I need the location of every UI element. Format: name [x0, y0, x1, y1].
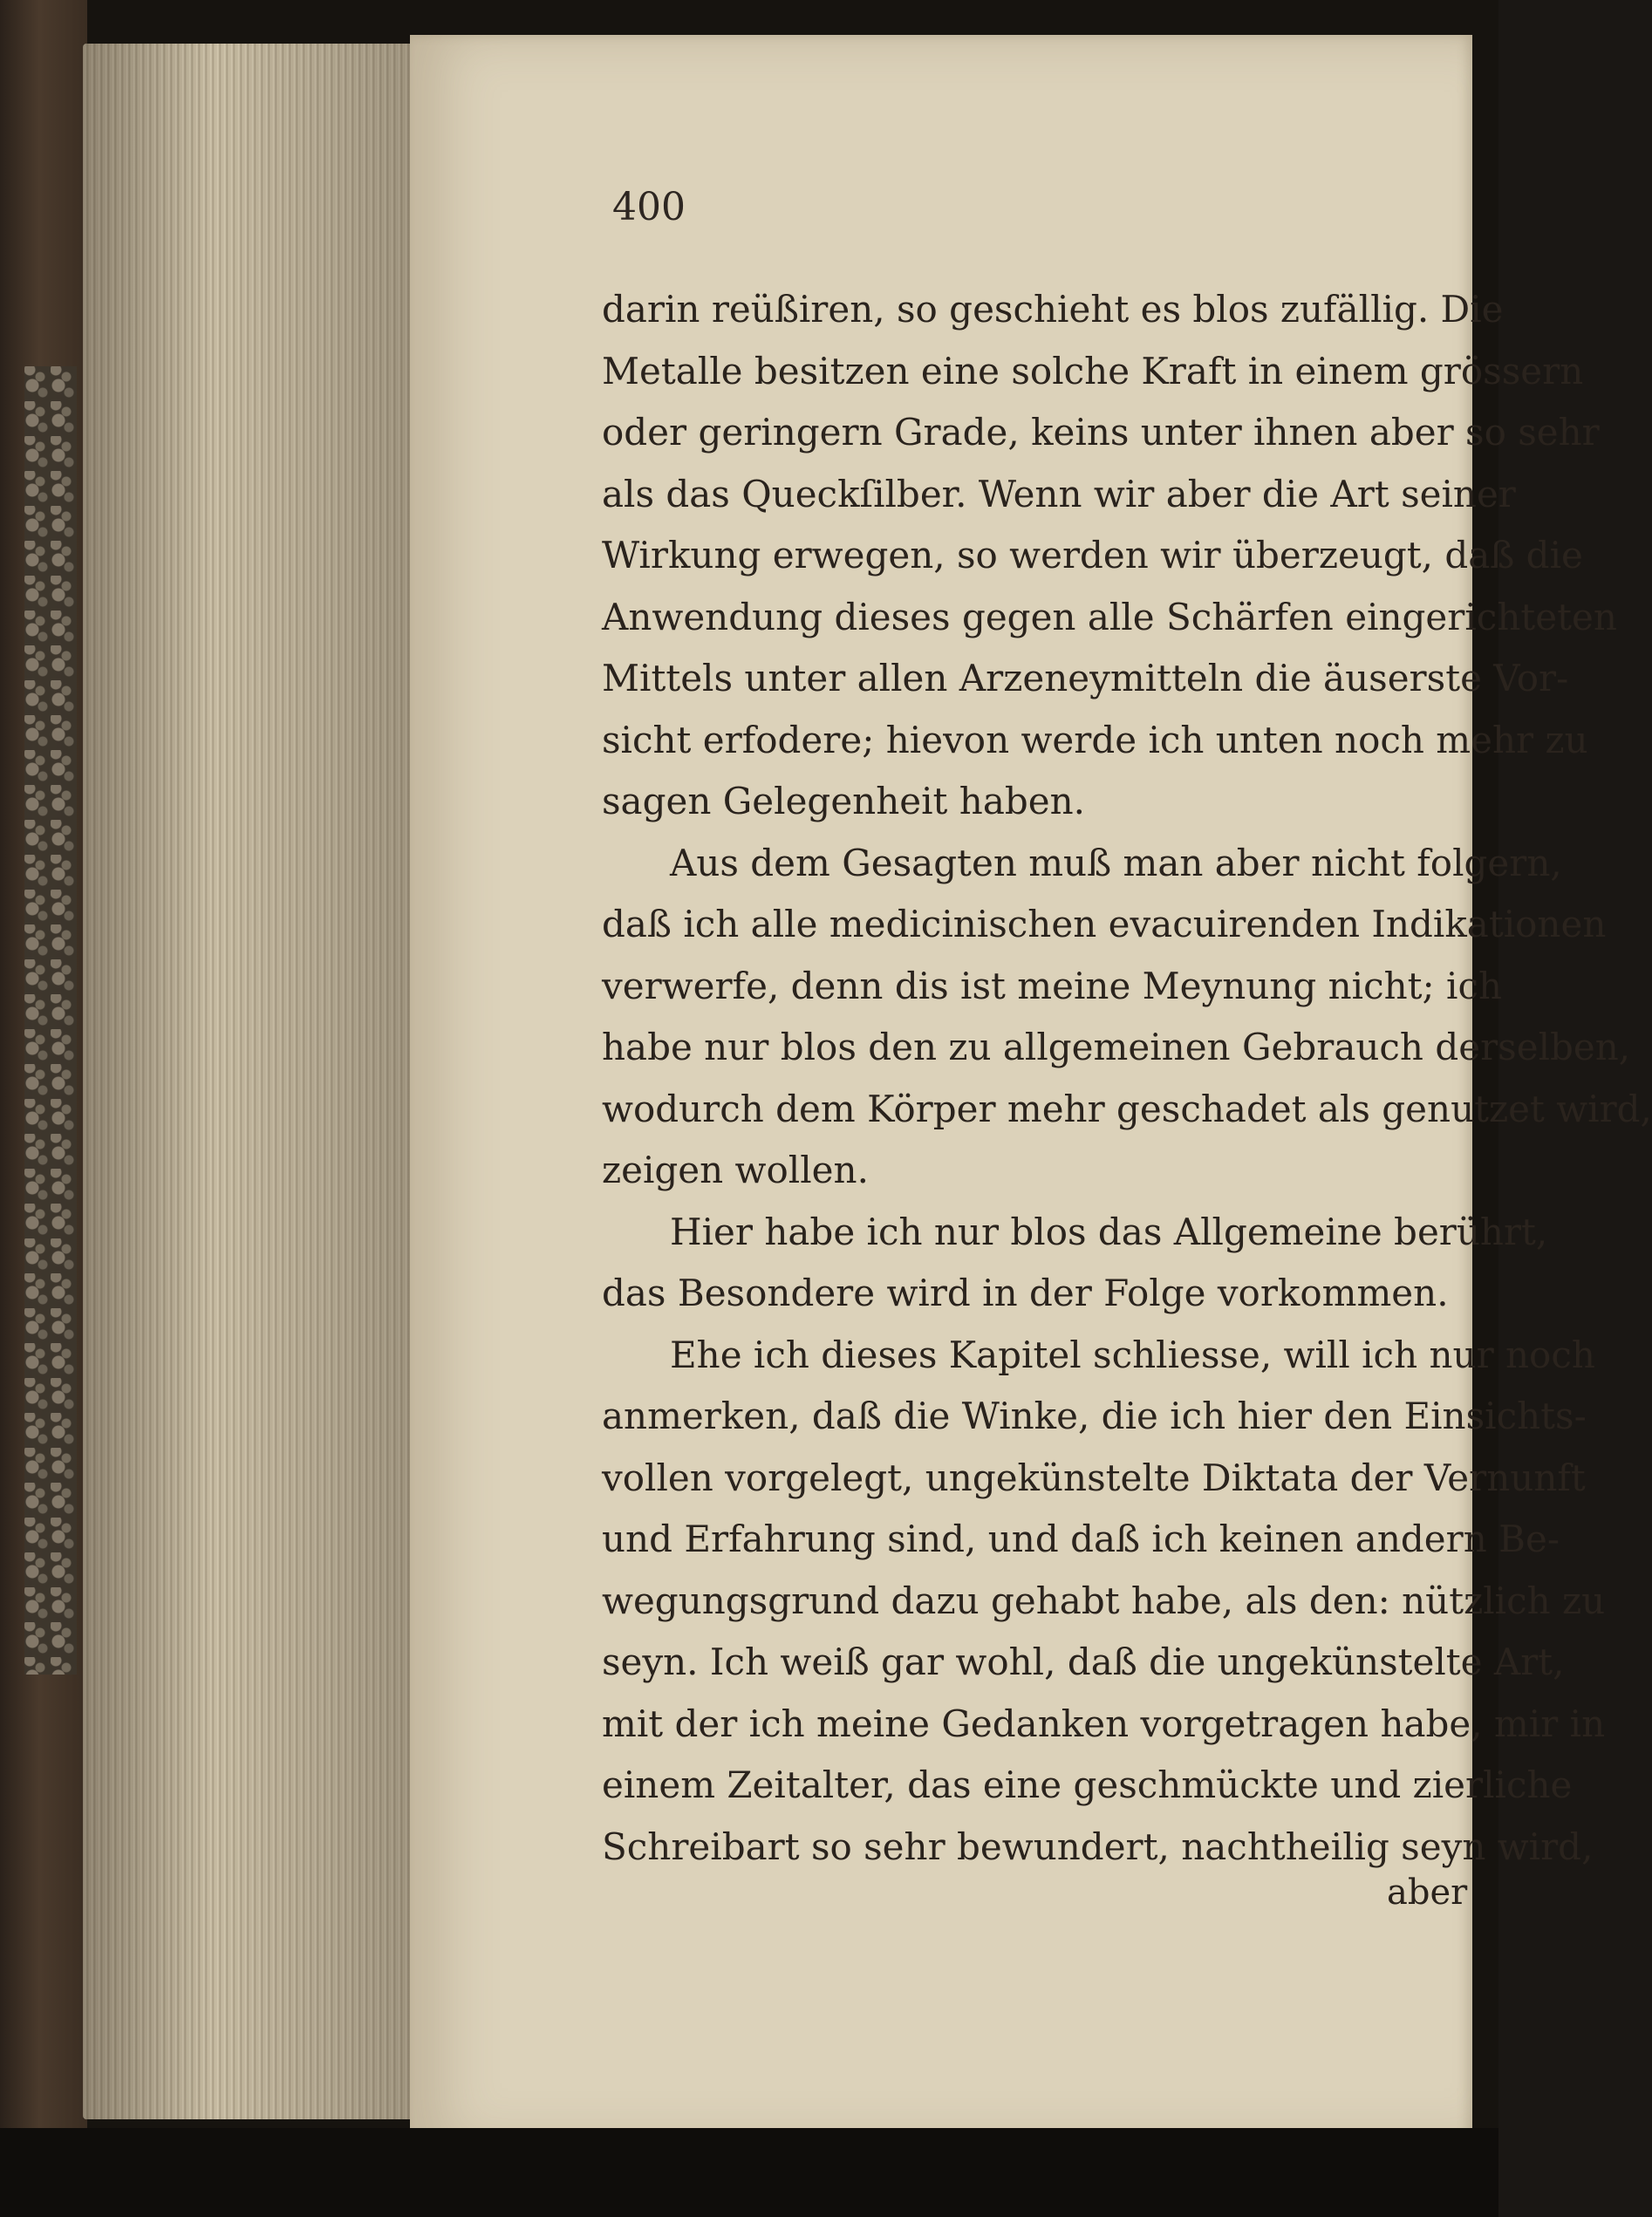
text-line: Mittels unter allen Arzeneymitteln die äuserste Vor- — [602, 657, 1569, 699]
text-line: Anwendung dieses gegen alle Schärfen eingerichteten — [602, 595, 1617, 638]
page-number: 400 — [612, 185, 686, 229]
text-line: Wirkung erwegen, so werden wir überzeugt, daß die — [602, 534, 1583, 576]
text-line: Schreibart so sehr bewundert, nachtheilig seyn wird, — [602, 1825, 1594, 1868]
text-line: zeigen wollen. — [602, 1149, 869, 1191]
text-line: verwerfe, denn dis ist meine Meynung nicht; ich — [602, 964, 1503, 1007]
text-line: seyn. Ich weiß gar wohl, daß die ungekünstelte Art, — [602, 1641, 1565, 1683]
text-line: Aus dem Gesagten muß man aber nicht folgern, — [670, 841, 1562, 884]
text-line: das Besondere wird in der Folge vorkommen. — [602, 1272, 1449, 1314]
dark-background — [0, 2128, 1498, 2217]
text-line: wegungsgrund dazu gehabt habe, als den: nützlich zu — [602, 1579, 1606, 1622]
text-line: sagen Gelegenheit haben. — [602, 780, 1086, 822]
book-page — [410, 35, 1652, 2145]
text-line: Metalle besitzen eine solche Kraft in einem grössern — [602, 349, 1584, 392]
text-line: daß ich alle medicinischen evacuirenden Indikationen — [602, 903, 1607, 945]
text-line: oder geringern Grade, keins unter ihnen aber so sehr — [602, 411, 1600, 454]
text-line: habe nur blos den zu allgemeinen Gebrauch derselben, — [602, 1026, 1631, 1068]
text-line: vollen vorgelegt, ungekünstelte Diktata der Vernunft — [602, 1456, 1586, 1499]
text-line: und Erfahrung sind, und daß ich keinen andern Be- — [602, 1518, 1560, 1560]
catchword: aber — [1387, 1873, 1468, 1913]
text-line: als das Queckſilber. Wenn wir aber die Art seiner — [602, 472, 1516, 515]
text-line: Hier habe ich nur blos das Allgemeine berührt, — [670, 1210, 1548, 1253]
marbled-cover-edge — [24, 366, 77, 1675]
text-line: wodurch dem Körper mehr geschadet als genutzet wird, — [602, 1087, 1652, 1130]
text-line: einem Zeitalter, das eine geschmückte und zierliche — [602, 1763, 1573, 1806]
page-block-shadow — [83, 44, 414, 2119]
text-line: darin reüßiren, so geschieht es blos zufällig. Die — [602, 288, 1504, 331]
text-line: anmerken, daß die Winke, die ich hier den Einsichts- — [602, 1395, 1587, 1437]
text-line: sicht erfodere; hievon werde ich unten noch mehr zu — [602, 718, 1588, 761]
body-text — [602, 279, 1652, 1878]
text-line: mit der ich meine Gedanken vorgetragen habe, mir in — [602, 1702, 1606, 1745]
text-line: Ehe ich dieses Kapitel schliesse, will ich nur noch — [670, 1333, 1595, 1376]
